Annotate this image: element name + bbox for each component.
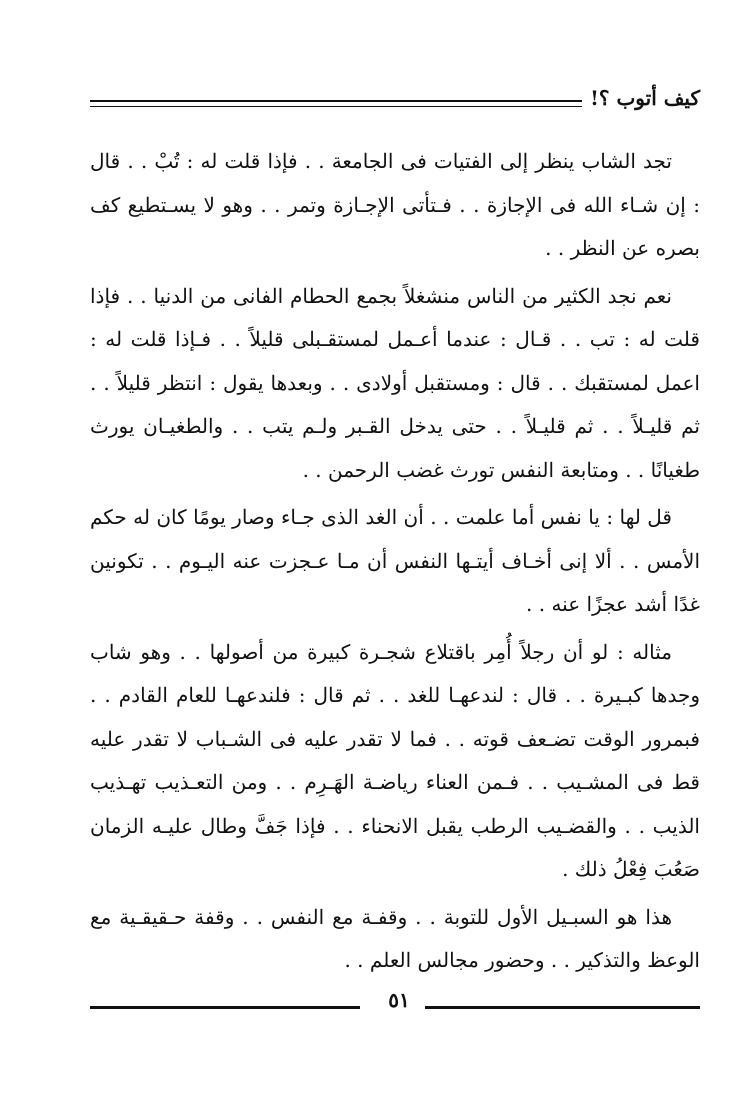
paragraph: هذا هو السبـيل الأول للتوبة . . وقفـة مع النفس . . وقفة حـقيقـية مع الوعظ والتذكير . . وحضور مجالس العلم . . <box>90 904 700 972</box>
header-rule-thin <box>90 106 582 107</box>
paragraph: نعم نجد الكثير من الناس منشغلاً بجمع الحطام الفانى من الدنيا . . فإذا قلت له : تب . . قـال : عندما أعـمل لمستقـبلى قليلاً . . فـإذا قلت له : اعمل لمستقبك . . قال : ومستقبل أولادى . . وبعدها يقول : انتظر قليلاً . . ثم قليـلاً . . ثم قليـلاً . . حتى يدخل القـبر ولـم يتب . . والطغيـان يورث طغيانًا . . ومتابعة النفس تورث غضب الرحمن . . <box>90 283 700 482</box>
page-number: ٥١ <box>388 988 410 1012</box>
footer-rule-left <box>90 1006 360 1009</box>
body-text <box>90 140 700 987</box>
footer-rule-right <box>425 1006 700 1009</box>
page-footer <box>90 988 700 1018</box>
running-title: كيف أتوب ؟! <box>590 86 700 110</box>
header-rule <box>90 100 582 102</box>
paragraph: مثاله : لو أن رجلاً أُمِر باقتلاع شجـرة كبيرة من أصولها . . وهو شاب وجدها كبـيرة . . قال : لندعهـا للغد . . ثم قال : فلندعهـا للعام القادم . . فبمرور الوقت تضـعف قوته . . فما لا تقدر عليه فى الشـباب لا تقدر عليه قط فى المشـيب . . فـمن العناء رياضـة الهَـرِم . . ومن التعـذيب تهـذيب الذيب . . والقضـيب الرطب يقبل الانحناء . . فإذا جَفَّ وطال عليـه الزمان صَعُبَ فِعْلُ ذلك . <box>90 639 700 881</box>
paragraph: قل لها : يا نفس أما علمت . . أن الغد الذى جـاء وصار يومًا كان له حكم الأمس . . ألا إنى أخـاف أيتـها النفس أن مـا عـجزت عنه اليـوم . . تكونين غدًا أشد عجزًا عنه . . <box>90 505 700 616</box>
paragraph: تجد الشاب ينظر إلى الفتيات فى الجامعة . . فإذا قلت له : تُبْ . . قال : إن شـاء الله فى الإجازة . . فـتأتى الإجـازة وتمر . . وهو لا يسـتطيع كف بصره عن النظر . . <box>90 149 700 260</box>
running-header <box>90 84 700 124</box>
